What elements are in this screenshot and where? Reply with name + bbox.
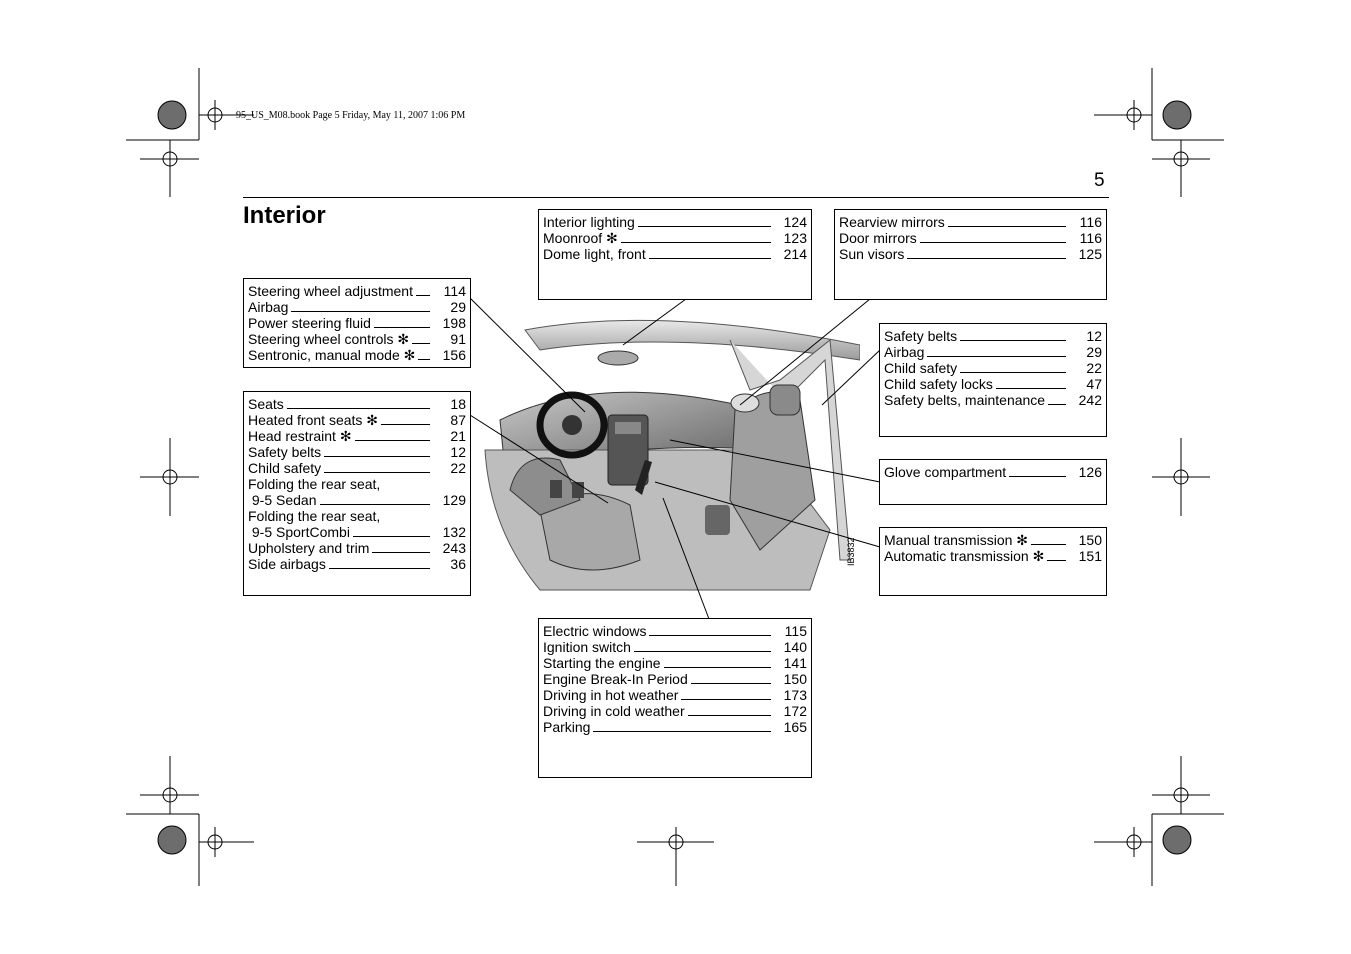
index-entry-label: Interior lighting: [543, 214, 635, 230]
steering-topics-list: [248, 283, 466, 363]
seats-topics-list: [248, 396, 466, 572]
index-entry-label: Side airbags: [248, 556, 326, 572]
index-entry[interactable]: [884, 548, 1102, 564]
mirrors-topics-box: [834, 209, 1107, 300]
index-entry-label: Airbag: [248, 299, 289, 315]
driving-topics-box: [538, 618, 812, 778]
index-entry-page: 126: [1078, 464, 1102, 480]
index-entry-page: 214: [783, 246, 807, 262]
index-entry[interactable]: [543, 623, 807, 639]
index-entry-label: Dome light, front: [543, 246, 646, 262]
index-entry-page: 12: [450, 444, 466, 460]
index-entry-label: Moonroof ✻: [543, 230, 618, 246]
index-entry-label: Airbag: [884, 344, 925, 360]
index-entry[interactable]: [248, 524, 466, 540]
leader-dots: [621, 242, 771, 243]
index-entry[interactable]: [884, 464, 1102, 480]
index-entry-label: Engine Break-In Period: [543, 671, 688, 687]
index-entry[interactable]: [543, 246, 807, 262]
index-entry-page: 123: [783, 230, 807, 246]
index-entry-label: Upholstery and trim: [248, 540, 370, 556]
index-entry-label: Sentronic, manual mode ✻: [248, 347, 416, 363]
index-entry[interactable]: [248, 556, 466, 572]
index-entry-page: 36: [450, 556, 466, 572]
index-entry-label: Steering wheel adjustment: [248, 283, 413, 299]
index-entry-label: Door mirrors: [839, 230, 917, 246]
index-entry-label: 9-5 Sedan: [248, 492, 317, 508]
illustration-code: IB3832: [846, 537, 856, 566]
index-entry-page: 124: [783, 214, 807, 230]
leader-dots: [1031, 544, 1066, 545]
index-entry-page: 12: [1086, 328, 1102, 344]
leader-dots: [664, 667, 771, 668]
index-entry-label: Driving in cold weather: [543, 703, 685, 719]
leader-dots: [649, 635, 771, 636]
index-entry-page: 150: [783, 671, 807, 687]
leader-dots: [927, 356, 1066, 357]
index-entry-label: Steering wheel controls ✻: [248, 331, 410, 347]
transmission-topics-list: [884, 532, 1102, 564]
page-title: Interior: [243, 202, 326, 229]
index-entry-page: 150: [1078, 532, 1102, 548]
leader-dots: [324, 456, 430, 457]
lighting-topics-box: [538, 209, 812, 300]
driving-topics-list: [543, 623, 807, 735]
index-entry-page: 29: [450, 299, 466, 315]
index-entry-label: Safety belts: [884, 328, 958, 344]
leader-dots: [996, 388, 1066, 389]
leader-dots: [329, 568, 430, 569]
index-entry-page: 18: [450, 396, 466, 412]
leader-dots: [412, 343, 430, 344]
print-info-line: 95_US_M08.book Page 5 Friday, May 11, 2007 1:06 PM: [236, 110, 466, 121]
index-entry[interactable]: [248, 396, 466, 412]
index-entry-label: Folding the rear seat,: [248, 508, 381, 524]
leader-dots: [1048, 404, 1066, 405]
glove-topics-box: [879, 459, 1107, 505]
index-entry-label: Ignition switch: [543, 639, 631, 655]
index-entry-page: 165: [783, 719, 807, 735]
leader-dots: [1009, 476, 1066, 477]
index-entry-label: Head restraint ✻: [248, 428, 352, 444]
belts-topics-box: [879, 323, 1107, 437]
index-entry-page: 129: [442, 492, 466, 508]
index-entry-page: 114: [443, 283, 466, 299]
index-entry-page: 173: [783, 687, 807, 703]
index-entry-label: Heated front seats ✻: [248, 412, 379, 428]
index-entry-label: Power steering fluid: [248, 315, 371, 331]
index-entry-page: 47: [1086, 376, 1102, 392]
index-entry-page: 151: [1078, 548, 1102, 564]
index-entry-page: 243: [442, 540, 466, 556]
index-entry[interactable]: [248, 428, 466, 444]
leader-dots: [638, 226, 771, 227]
index-entry-label: Starting the engine: [543, 655, 661, 671]
index-entry[interactable]: [839, 246, 1102, 262]
index-entry-page: 22: [1086, 360, 1102, 376]
index-entry-label: Sun visors: [839, 246, 905, 262]
index-entry[interactable]: [884, 344, 1102, 360]
index-entry-label: Seats: [248, 396, 284, 412]
index-entry[interactable]: [543, 214, 807, 230]
seats-topics-box: [243, 391, 471, 596]
leader-dots: [287, 408, 430, 409]
leader-dots: [960, 340, 1066, 341]
leader-dots: [691, 683, 771, 684]
index-entry[interactable]: [248, 283, 466, 299]
glove-topics-list: [884, 464, 1102, 480]
index-entry-label: Safety belts: [248, 444, 322, 460]
leader-dots: [353, 536, 430, 537]
index-entry-line1: [248, 508, 466, 524]
index-entry-page: 140: [783, 639, 807, 655]
index-entry-page: 198: [442, 315, 466, 331]
index-entry[interactable]: [543, 671, 807, 687]
page-number: 5: [1094, 170, 1105, 191]
leader-dots: [381, 424, 430, 425]
leader-dots: [681, 699, 771, 700]
index-entry[interactable]: [839, 230, 1102, 246]
belts-topics-list: [884, 328, 1102, 408]
index-entry[interactable]: [884, 392, 1102, 408]
index-entry-label: Child safety: [884, 360, 958, 376]
index-entry-page: 21: [450, 428, 466, 444]
leader-dots: [688, 715, 771, 716]
index-entry-page: 91: [450, 331, 466, 347]
index-entry-page: 242: [1078, 392, 1102, 408]
leader-dots: [593, 731, 771, 732]
index-entry-page: 125: [1078, 246, 1102, 262]
leader-dots: [907, 258, 1066, 259]
index-entry[interactable]: [248, 412, 466, 428]
index-entry-page: 115: [784, 623, 807, 639]
index-entry[interactable]: [543, 639, 807, 655]
index-entry[interactable]: [543, 687, 807, 703]
leader-dots: [948, 226, 1066, 227]
leader-dots: [418, 359, 430, 360]
leader-dots: [291, 311, 430, 312]
leader-dots: [320, 504, 431, 505]
index-entry-label: Rearview mirrors: [839, 214, 945, 230]
index-entry-page: 116: [1079, 214, 1102, 230]
index-entry-label: Child safety: [248, 460, 322, 476]
index-entry-label: Electric windows: [543, 623, 647, 639]
leader-dots: [960, 372, 1066, 373]
index-entry[interactable]: [884, 360, 1102, 376]
leader-dots: [920, 242, 1066, 243]
lighting-topics-list: [543, 214, 807, 262]
index-entry[interactable]: [248, 460, 466, 476]
index-entry[interactable]: [248, 331, 466, 347]
leader-dots: [1047, 560, 1066, 561]
index-entry[interactable]: [884, 532, 1102, 548]
index-entry[interactable]: [839, 214, 1102, 230]
index-entry-label: 9-5 SportCombi: [248, 524, 350, 540]
index-entry-page: 87: [450, 412, 466, 428]
index-entry[interactable]: [248, 444, 466, 460]
leader-dots: [355, 440, 430, 441]
steering-topics-box: [243, 278, 471, 368]
index-entry-line1: [248, 476, 466, 492]
index-entry-page: 22: [450, 460, 466, 476]
index-entry-label: Parking: [543, 719, 591, 735]
index-entry[interactable]: [884, 376, 1102, 392]
index-entry[interactable]: [248, 299, 466, 315]
mirrors-topics-list: [839, 214, 1102, 262]
index-entry[interactable]: [543, 719, 807, 735]
index-entry-page: 132: [442, 524, 466, 540]
index-entry-page: 172: [783, 703, 807, 719]
index-entry[interactable]: [543, 703, 807, 719]
index-entry[interactable]: [248, 347, 466, 363]
transmission-topics-box: [879, 527, 1107, 596]
leader-dots: [374, 327, 430, 328]
leader-dots: [372, 552, 430, 553]
index-entry-label: Folding the rear seat,: [248, 476, 381, 492]
index-entry-label: Automatic transmission ✻: [884, 548, 1045, 564]
index-entry[interactable]: [543, 230, 807, 246]
index-entry-page: 116: [1079, 230, 1102, 246]
index-entry-label: Manual transmission ✻: [884, 532, 1029, 548]
index-entry-page: 141: [783, 655, 807, 671]
index-entry-label: Glove compartment: [884, 464, 1007, 480]
index-entry[interactable]: [543, 655, 807, 671]
index-entry-page: 29: [1086, 344, 1102, 360]
index-entry[interactable]: [248, 540, 466, 556]
index-entry[interactable]: [248, 492, 466, 508]
index-entry-page: 156: [442, 347, 466, 363]
index-entry-label: Safety belts, maintenance: [884, 392, 1046, 408]
index-entry-label: Driving in hot weather: [543, 687, 679, 703]
index-entry-label: Child safety locks: [884, 376, 993, 392]
leader-dots: [649, 258, 771, 259]
leader-dots: [324, 472, 430, 473]
leader-dots: [634, 651, 771, 652]
leader-dots: [416, 295, 430, 296]
index-entry[interactable]: [248, 315, 466, 331]
index-entry[interactable]: [884, 328, 1102, 344]
